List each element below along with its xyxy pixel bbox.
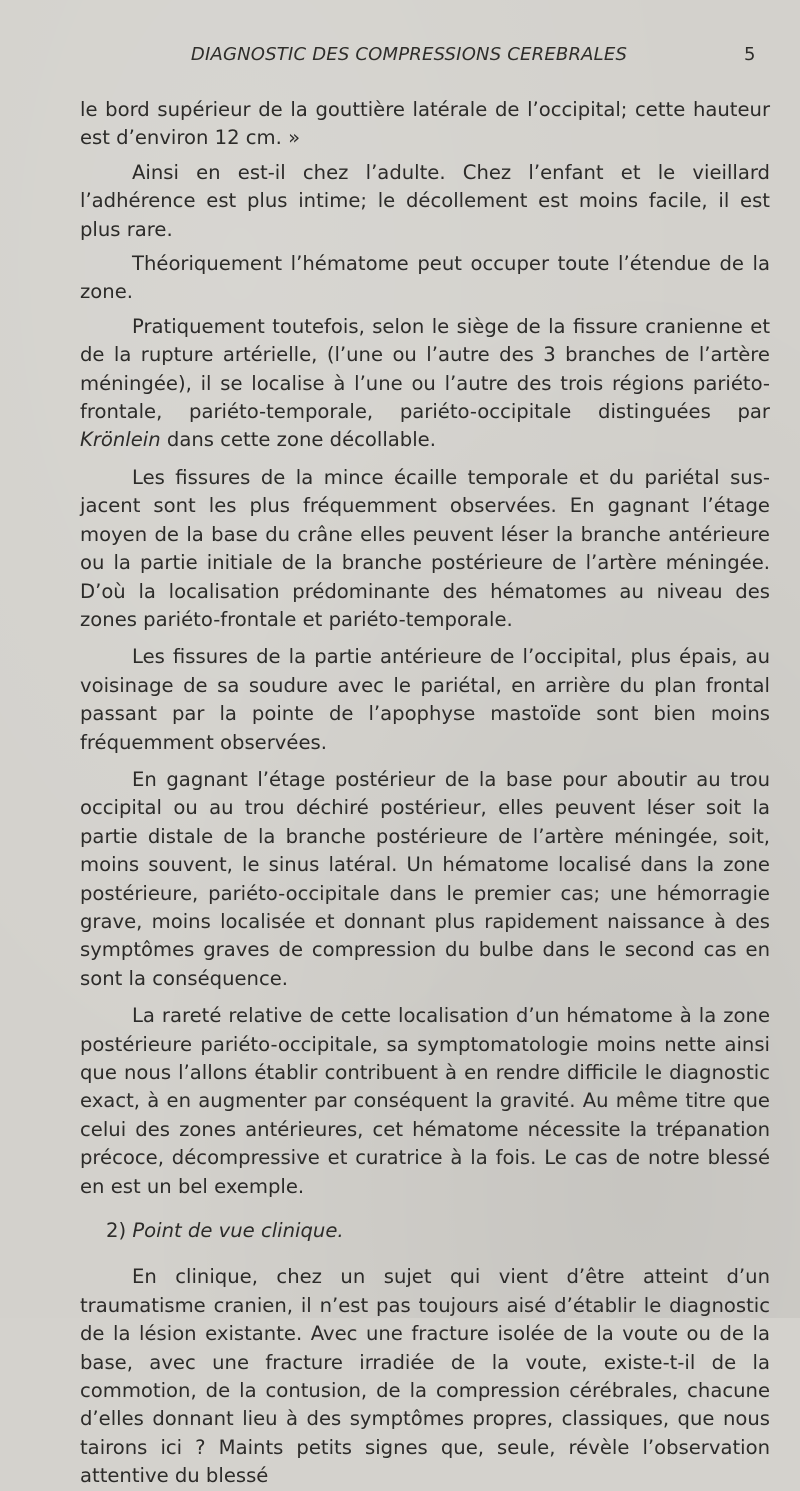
paragraph-adult-adherence: Ainsi en est-il chez l’adulte. Chez l’enfant et le vieillard l’adhérence est plus intime; le décollement est moins facile, il est plus rare. xyxy=(80,160,770,241)
paragraph-posterior-stage: En gagnant l’étage postérieur de la base pour aboutir au trou occipital ou au trou déchiré postérieur, elles peuvent léser soit la partie distale de la branche postérieure de l’artère méningée, soit, moins souvent, le sinus latéral. Un hématome localisé dans la zone postérieure, pariéto-occipitale dans le premier cas; une hémorragie grave, moins localisée et donnant plus rapidement naissance à des symptômes graves de compression du bulbe dans le second cas en sont la conséquence. xyxy=(80,767,770,990)
paragraph-occipital-fissures: Les fissures de la partie antérieure de l’occipital, plus épais, au voisinage de sa soudure avec le pariétal, en arrière du plan frontal passant par la pointe de l’apophyse mastoïde sont bien moins fréquemment observées. xyxy=(80,645,770,754)
running-head xyxy=(0,44,800,74)
running-title: DIAGNOSTIC DES COMPRESSIONS CEREBRALES xyxy=(190,44,628,65)
paragraph-clinical: En clinique, chez un sujet qui vient d’être atteint d’un traumatisme cranien, il n’est pas toujours aisé d’établir le diagnostic de la lésion existante. Avec une fracture isolée de la voute ou de la base, avec une fracture irradiée de la voute, existe-t-il de la commotion, de la contusion, de la compression cérébrales, chacune d’elles donnant lieu à des symptômes propres, classiques, que nous tairons ici ? Maints petits signes que, seule, révèle l’observation attentive du blessé xyxy=(80,1265,770,1488)
section-title: Point de vue clinique. xyxy=(132,1219,344,1243)
paragraph-temporal-fissures: Les fissures de la mince écaille temporale et du pariétal sus-jacent sont les plus fréquemment observées. En gagnant l’étage moyen de la base du crâne elles peuvent léser la branche antérieure ou la partie initiale de la branche postérieure de l’artère méningée. D’où la localisation prédominante des hématomes au niveau des zones pariéto-frontale et pariéto-temporale. xyxy=(80,465,770,631)
author-name: Krönlein xyxy=(80,428,161,452)
paragraph-practice-text: Pratiquement toutefois, selon le siège de la fissure cranienne et de la rupture artérielle, (l’une ou l’autre des 3 branches de l’artère méningée), il se localise à l’une ou l’autre des trois régions pariéto-frontale, pariéto-temporale, pariéto-occipitale distinguées par xyxy=(80,314,770,424)
paragraph-theory: Théoriquement l’hématome peut occuper toute l’étendue de la zone. xyxy=(80,252,770,304)
paragraph-continuation: le bord supérieur de la gouttière latérale de l’occipital; cette hauteur est d’environ 12 cm. » xyxy=(80,98,770,150)
page-number: 5 xyxy=(744,44,756,65)
paragraph-practice-text-end: dans cette zone décollable. xyxy=(160,428,436,452)
body-text xyxy=(80,96,770,1491)
paragraph-practice xyxy=(80,313,770,455)
paragraph-rarity: La rareté relative de cette localisation d’un hématome à la zone postérieure pariéto-occipitale, sa symptomatologie moins nette ainsi que nous l’allons établir contribuent à en rendre difficile le diagnostic exact, à en augmenter par conséquent la gravité. Au même titre que celui des zones antérieures, cet hématome nécessite la trépanation précoce, décompressive et curatrice à la fois. Le cas de notre blessé en est un bel exemple. xyxy=(80,1004,770,1198)
section-heading xyxy=(80,1217,770,1245)
section-number: 2) xyxy=(106,1219,127,1243)
